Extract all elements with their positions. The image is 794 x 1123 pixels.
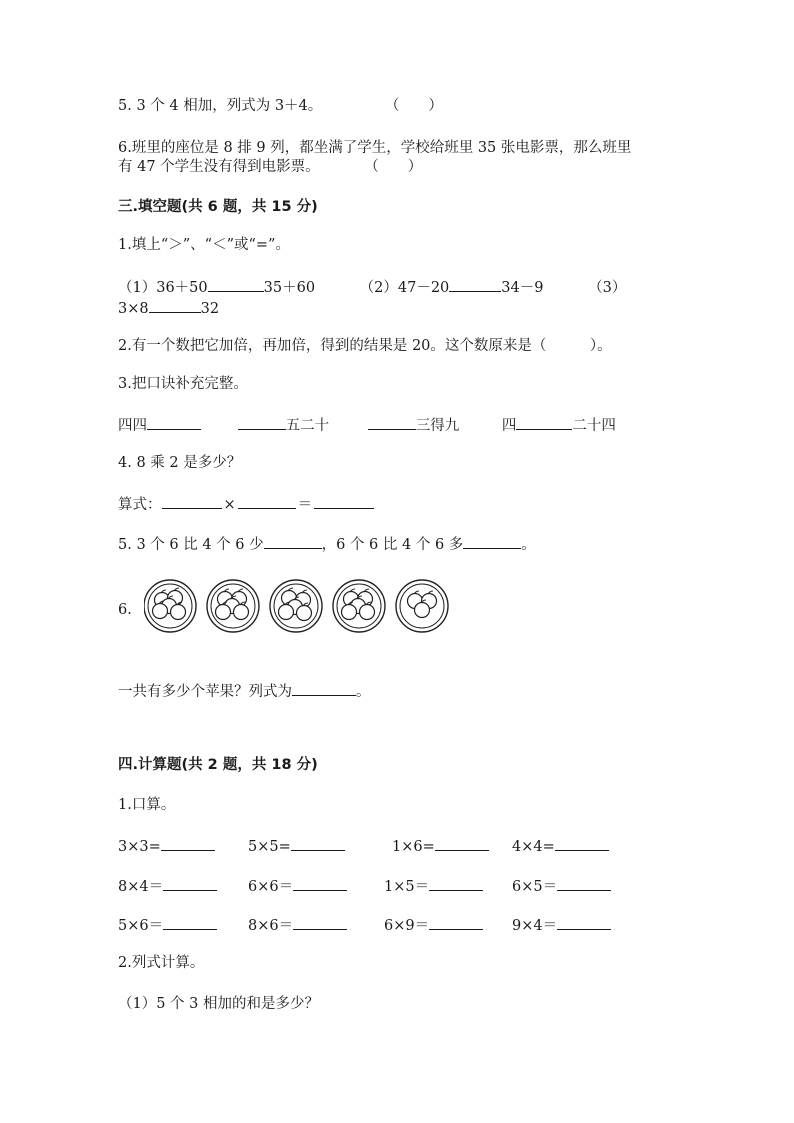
equation-label: 算式： — [118, 497, 162, 513]
oral-expr: 6×5＝ — [512, 879, 558, 895]
fill-q2-text: 2.有一个数把它加倍，再加倍，得到的结果是 20。这个数原来是（ ）。 — [118, 338, 612, 354]
oral-blank[interactable] — [293, 914, 347, 930]
calc-q1-text: 1.口算。 — [118, 797, 176, 813]
compare-2-left: （2）47－20 — [359, 280, 450, 296]
oral-cell — [512, 835, 609, 857]
oral-blank[interactable] — [429, 875, 483, 891]
compare-1-left: （1）36＋50 — [118, 280, 208, 296]
compare-3-left: 3×8 — [118, 301, 149, 317]
oral-cell — [384, 875, 483, 897]
plate-5 — [396, 580, 448, 632]
section3-heading: 三.填空题(共 6 题，共 15 分) — [118, 199, 318, 215]
fill-q5-blank-1[interactable] — [264, 533, 322, 549]
oral-expr: 8×4＝ — [118, 879, 164, 895]
equation-equals: ＝ — [297, 497, 313, 513]
fill-q6-blank[interactable] — [292, 680, 356, 696]
oral-expr: 3×3= — [118, 839, 161, 855]
fill-q1-text: 1.填上“＞”、“＜”或“=”。 — [118, 237, 290, 253]
oral-expr: 6×6＝ — [248, 879, 294, 895]
rhyme-d-blank[interactable] — [516, 414, 572, 430]
fill-q5-mid: ，6 个 6 比 4 个 6 多 — [321, 537, 464, 553]
fill-q3-text: 3.把口诀补充完整。 — [118, 376, 248, 392]
oral-cell — [248, 875, 347, 897]
oral-expr: 1×6= — [392, 839, 435, 855]
compare-2-blank[interactable] — [449, 276, 501, 292]
judge-q5-answer-paren[interactable]: （ ） — [384, 98, 443, 114]
judge-q6-line2-text: 有 47 个学生没有得到电影票。 — [118, 159, 320, 175]
oral-cell — [512, 914, 611, 936]
oral-blank[interactable] — [163, 914, 217, 930]
compare-2-right: 34－9 — [501, 280, 544, 296]
fill-q3-rhymes — [118, 414, 616, 436]
oral-blank[interactable] — [557, 875, 611, 891]
oral-cell — [118, 875, 217, 897]
calc-q2-sub1: （1）5 个 3 相加的和是多少？ — [118, 996, 320, 1012]
fill-q5 — [118, 533, 536, 555]
equation-blank-2[interactable] — [238, 493, 296, 509]
oral-blank[interactable] — [429, 914, 483, 930]
oral-cell — [512, 875, 611, 897]
oral-cell — [248, 914, 347, 936]
fill-q6-question-end: 。 — [356, 684, 371, 700]
plate-4 — [333, 580, 385, 632]
compare-3-right: 32 — [200, 301, 220, 317]
compare-3-blank[interactable] — [149, 297, 201, 313]
rhyme-c-text: 三得九 — [415, 418, 460, 434]
oral-cell — [248, 835, 345, 857]
oral-blank[interactable] — [161, 835, 215, 851]
oral-expr: 8×6＝ — [248, 918, 294, 934]
oral-blank[interactable] — [557, 914, 611, 930]
fill-q4-text: 4. 8 乘 2 是多少？ — [118, 455, 242, 471]
compare-1-blank[interactable] — [208, 276, 264, 292]
equation-blank-1[interactable] — [162, 493, 222, 509]
judge-q5-text: 5. 3 个 4 相加，列式为 3＋4。 — [118, 98, 323, 114]
fill-q4-equation — [118, 493, 374, 515]
rhyme-c-blank-ext[interactable] — [368, 414, 416, 430]
oral-expr: 9×4＝ — [512, 918, 558, 934]
judge-q6-line1: 6.班里的座位是 8 排 9 列，都坐满了学生，学校给班里 35 张电影票，那么班里 — [118, 140, 632, 156]
rhyme-a-text: 四四 — [118, 418, 147, 434]
oral-blank[interactable] — [163, 875, 217, 891]
oral-expr: 4×4= — [512, 839, 555, 855]
oral-blank[interactable] — [435, 835, 489, 851]
oral-blank[interactable] — [291, 835, 345, 851]
oral-cell — [118, 835, 215, 857]
judge-q6-line2 — [118, 157, 422, 177]
rhyme-b-blank-ext[interactable] — [238, 414, 286, 430]
judge-q6-answer-paren[interactable]: （ ） — [364, 159, 423, 175]
judge-q5 — [118, 96, 443, 116]
oral-expr: 1×5＝ — [384, 879, 430, 895]
compare-1-right: 35＋60 — [263, 280, 316, 296]
equation-times: × — [223, 497, 236, 513]
oral-cell — [392, 835, 489, 857]
oral-expr: 5×6＝ — [118, 918, 164, 934]
plate-3 — [270, 580, 322, 632]
calc-q2-text: 2.列式计算。 — [118, 955, 205, 971]
apple-plates-svg — [144, 578, 454, 634]
plate-1 — [144, 580, 196, 632]
oral-blank[interactable] — [555, 835, 609, 851]
fill-q1-compare-row — [118, 276, 626, 298]
oral-expr: 6×9＝ — [384, 918, 430, 934]
oral-cell — [384, 914, 483, 936]
fill-q5-pre: 5. 3 个 6 比 4 个 6 少 — [118, 537, 264, 553]
oral-expr: 5×5= — [248, 839, 291, 855]
oral-cell — [118, 914, 217, 936]
oral-blank[interactable] — [293, 875, 347, 891]
fill-q5-end: 。 — [521, 537, 536, 553]
fill-q6-number: 6. — [118, 602, 132, 618]
rhyme-a-blank[interactable] — [147, 414, 201, 430]
fill-q5-blank-2[interactable] — [463, 533, 521, 549]
rhyme-b-text: 五二十 — [285, 418, 330, 434]
apple-plates-figure — [144, 578, 454, 634]
fill-q6-question-text: 一共有多少个苹果？列式为 — [118, 684, 292, 700]
fill-q1-compare-row2 — [118, 297, 219, 319]
compare-3-label: （3） — [588, 280, 627, 296]
plate-2 — [207, 580, 259, 632]
section4-heading: 四.计算题(共 2 题，共 18 分) — [118, 757, 318, 773]
fill-q6-question — [118, 680, 371, 702]
equation-blank-3[interactable] — [314, 493, 374, 509]
rhyme-d-post: 二十四 — [572, 418, 616, 434]
rhyme-d-pre: 四 — [501, 418, 517, 434]
